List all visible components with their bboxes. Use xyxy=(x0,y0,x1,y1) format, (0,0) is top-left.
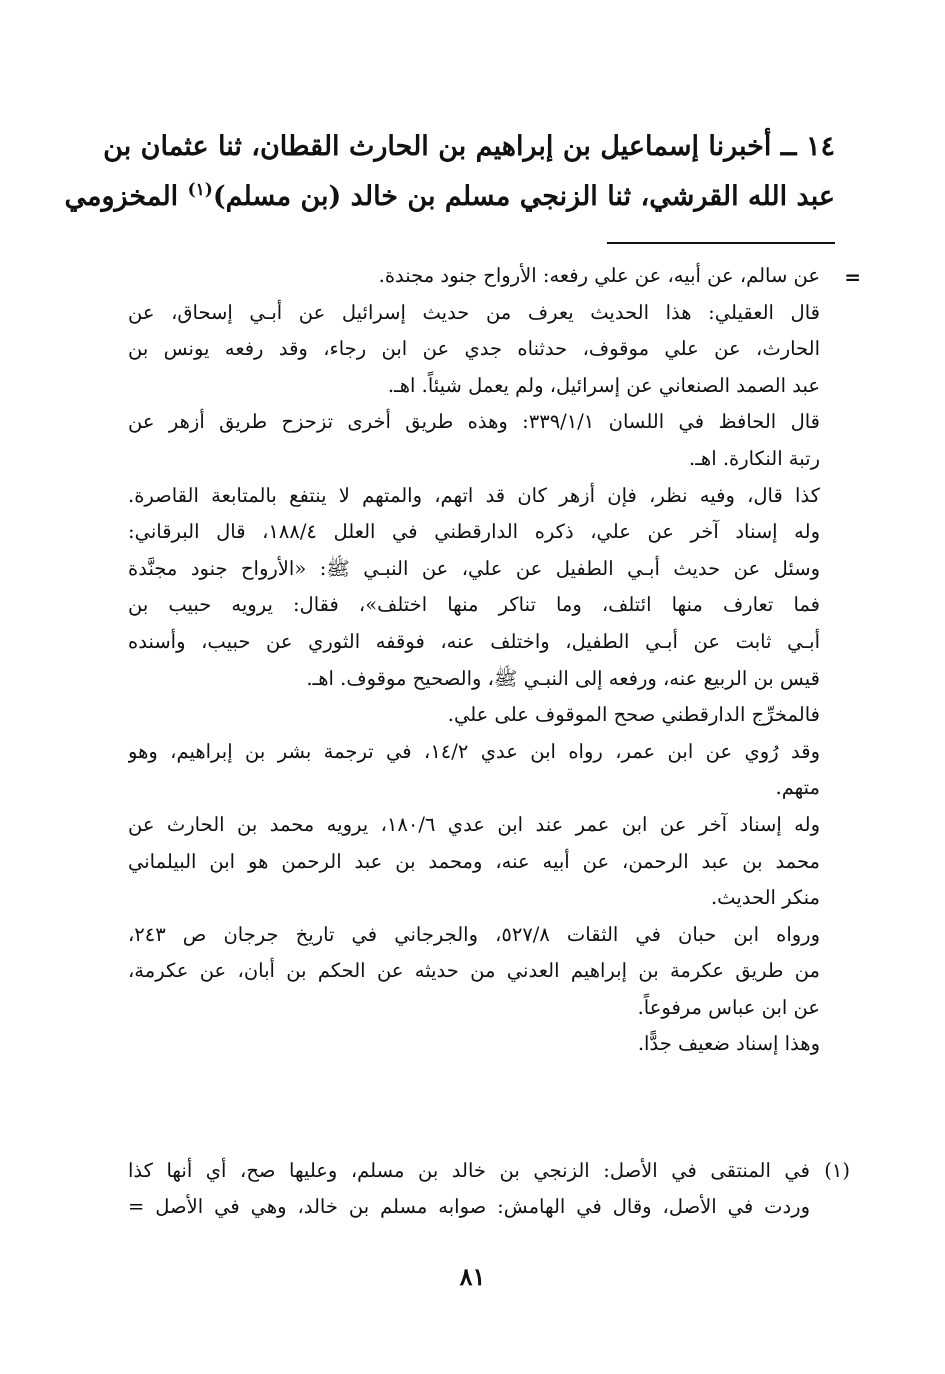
note-line: وله إسناد آخر عن ابن عمر عند ابن عدي ١٨٠/٦، يرويه محمد بن الحارث عن xyxy=(128,812,820,836)
note-line: محمد بن عبد الرحمن، عن أبيه عنه، ومحمد بن عبد الرحمن هو ابن البيلماني xyxy=(128,849,820,873)
note-line: الحارث، عن علي موقوف، حدثناه جدي عن ابن رجاء، وقد رفعه يونس بن xyxy=(128,337,820,361)
note-line: وسئل عن حديث أبـي الطفيل عن علي، عن النبـي ﷺ: «الأرواح جنود مجنَّدة xyxy=(128,556,820,580)
hadith-text xyxy=(64,122,835,222)
hadith-line-1 xyxy=(103,122,835,172)
note-line: كذا قال، وفيه نظر، فإن أزهر كان قد اتهم، والمتهم لا ينتفع بالمتابعة القاصرة. xyxy=(128,483,820,507)
hadith-line-2 xyxy=(64,172,835,222)
note-line: وله إسناد آخر عن علي، ذكره الدارقطني في العلل ١٨٨/٤، قال البرقاني: xyxy=(128,520,820,544)
note-line: قال العقيلي: هذا الحديث يعرف من حديث إسرائيل عن أبـي إسحاق، عن xyxy=(128,300,820,324)
page-number: ٨١ xyxy=(459,1262,486,1291)
note-line: عن ابن عباس مرفوعاً. xyxy=(637,995,820,1019)
hadith-number: ١٤ ــ xyxy=(780,131,835,162)
note-line: قال الحافظ في اللسان ٣٣٩/١/١: وهذه طريق أخرى تزحزح طريق أزهر عن xyxy=(128,410,820,434)
footnote-body xyxy=(128,1153,810,1225)
footnote-reference[interactable]: (١) xyxy=(187,180,213,200)
note-line: قيس بن الربيع عنه، ورفعه إلى النبـي ﷺ، والصحيح موقوف. اهـ. xyxy=(306,666,820,690)
note-line: عن سالم، عن أبيه، عن علي رفعه: الأرواح جنود مجندة. xyxy=(378,264,820,287)
continuation-mark: = xyxy=(844,265,861,289)
hadith-line-2-end: المخزومي xyxy=(64,181,179,212)
note-line: وهذا إسناد ضعيف جدًّا. xyxy=(637,1032,820,1056)
footnote-number: (١) xyxy=(824,1159,850,1182)
hadith-line-2-text: عبد الله القرشي، ثنا الزنجي مسلم بن خالد (بن مسلم) xyxy=(212,181,835,212)
note-line: منكر الحديث. xyxy=(710,886,820,910)
note-line: أبـي ثابت عن أبـي الطفيل، واختلف عنه، فوقفه الثوري عن حبيب، وأسنده xyxy=(128,629,820,653)
footnote-line-2: وردت في الأصل، وقال في الهامش: صوابه مسلم بن خالد، وهي في الأصل = xyxy=(128,1195,810,1218)
footnote xyxy=(128,1153,850,1225)
footnote-separator xyxy=(607,242,835,244)
notes-block xyxy=(128,258,820,1063)
footnote-line-1: في المنتقى في الأصل: الزنجي بن خالد بن مسلم، وعليها صح، أي أنها كذا xyxy=(128,1159,810,1182)
note-line: من طريق عكرمة بن إبراهيم العدني من حديثه عن الحكم بن أبان، عن عكرمة، xyxy=(128,959,820,983)
note-line: متهم. xyxy=(775,776,820,800)
note-line: فالمخرِّج الدارقطني صحح الموقوف على علي. xyxy=(447,703,820,727)
hadith-line-1-text: أخبرنا إسماعيل بن إبراهيم بن الحارث القطان، ثنا عثمان بن xyxy=(103,131,772,162)
note-line: فما تعارف منها ائتلف، وما تناكر منها اختلف»، فقال: يرويه حبيب بن xyxy=(128,593,820,617)
note-line: ورواه ابن حبان في الثقات ٥٢٧/٨، والجرجاني في تاريخ جرجان ص ٢٤٣، xyxy=(128,922,820,946)
note-line: وقد رُوي عن ابن عمر، رواه ابن عدي ١٤/٢، في ترجمة بشر بن إبراهيم، وهو xyxy=(128,739,820,763)
note-line: عبد الصمد الصنعاني عن إسرائيل، ولم يعمل شيئاً. اهـ. xyxy=(387,373,820,397)
note-line: رتبة النكارة. اهـ. xyxy=(689,446,820,470)
